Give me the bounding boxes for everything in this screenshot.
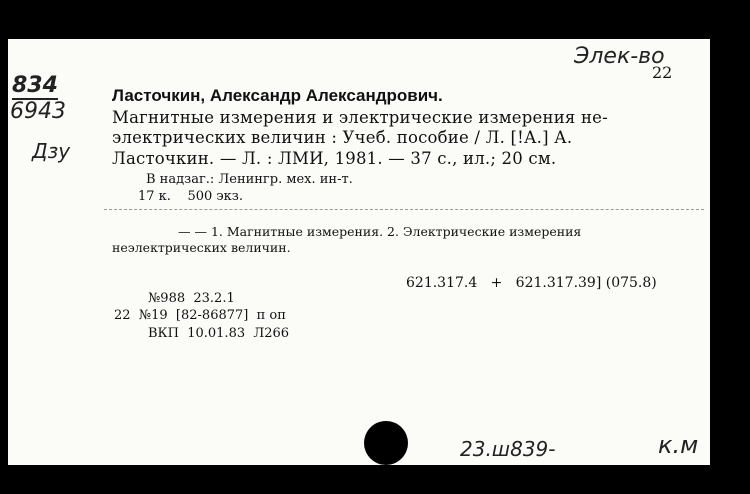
handwritten-category: Элек-во [574,44,665,69]
subject-line-2: неэлектрических величин. [112,240,291,255]
punch-hole [364,421,408,465]
note-line: В надзаг.: Ленингр. мех. ин-т. [146,172,353,187]
subject-line-1: — — 1. Магнитные измерения. 2. Электрические измерения [178,224,582,239]
author-heading: Ласточкин, Александр Александрович. [112,86,443,105]
card-number: 22 [652,63,673,82]
handwritten-mark: Дзу [32,139,71,163]
handwritten-bottom-mark: к.м [658,431,699,459]
classification-index: 621.317.4 + 621.317.39] (075.8) [406,275,657,291]
catalog-line-3: ВКП 10.01.83 Л266 [148,326,290,341]
pages-copies-line: 17 к. 500 экз. [138,189,244,204]
divider [104,209,704,210]
handwritten-bottom-note: 23.ш839- [460,437,556,461]
handwritten-shelf-mark: 834 [12,73,58,98]
title-line-2: электрических величин : Учеб. пособие / Л. [!А.] А. [112,128,573,147]
catalog-line-2: 22 №19 [82-86877] п оп [114,308,286,323]
title-line-3: Ласточкин. — Л. : ЛМИ, 1981. — 37 с., ил.; 20 см. [112,149,557,168]
catalog-line-1: №988 23.2.1 [148,291,235,306]
catalog-card [8,39,710,465]
title-line-1: Магнитные измерения и электрические измерения не- [112,108,608,127]
handwritten-inventory-number: 6943 [10,99,66,124]
